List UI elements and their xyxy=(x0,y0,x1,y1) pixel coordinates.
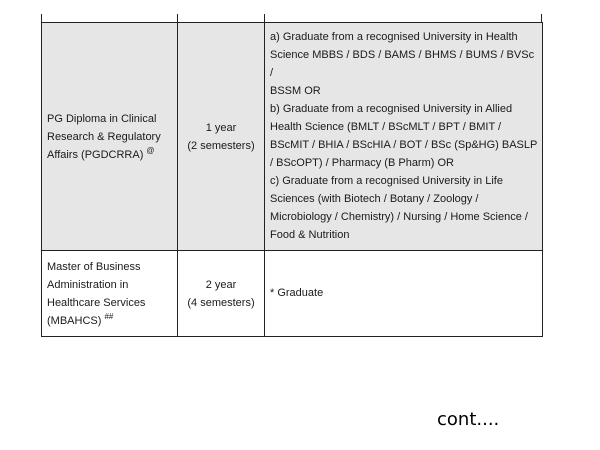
course-footnote-marker: @ xyxy=(146,145,155,155)
course-table xyxy=(41,22,543,337)
eligibility-line: Microbiology / Chemistry) / Nursing / Home Science / xyxy=(270,211,528,223)
continuation-note: cont.... xyxy=(437,409,500,430)
eligibility-line: BScMIT / BHIA / BScHIA / BOT / BSc (Sp&HG) BASLP xyxy=(270,139,538,151)
course-name-line xyxy=(47,146,173,164)
course-name-line: Master of Business xyxy=(47,260,141,273)
course-name-line: Administration in xyxy=(47,278,129,291)
eligibility-line: b) Graduate from a recognised University in Allied xyxy=(270,103,513,115)
duration-line: 1 year xyxy=(205,121,237,134)
duration-line: (4 semesters) xyxy=(187,296,255,309)
table-row xyxy=(42,23,543,251)
table-row xyxy=(42,251,543,337)
course-name-cell xyxy=(42,251,178,337)
course-name-cell xyxy=(42,23,178,251)
course-name-line: Healthcare Services xyxy=(47,296,146,309)
eligibility-line: Sciences (with Biotech / Botany / Zoology / xyxy=(270,193,479,205)
eligibility-line: * Graduate xyxy=(270,287,324,299)
eligibility-line: a) Graduate from a recognised University in Health xyxy=(270,31,518,43)
course-name-text: Affairs (PGDCRRA) xyxy=(47,148,147,161)
duration-cell xyxy=(178,23,265,251)
eligibility-line: / BScOPT) / Pharmacy (B Pharm) OR xyxy=(270,157,454,169)
course-name-line: Research & Regulatory xyxy=(47,130,161,143)
eligibility-cell xyxy=(265,251,543,337)
eligibility-line: Food & Nutrition xyxy=(270,229,350,241)
eligibility-line: Science MBBS / BDS / BAMS / BHMS / BUMS / BVSc / xyxy=(270,49,535,79)
eligibility-line: BSSM OR xyxy=(270,85,321,97)
eligibility-line: c) Graduate from a recognised University in Life xyxy=(270,175,503,187)
course-name-text: (MBAHCS) xyxy=(47,314,105,327)
duration-cell xyxy=(178,251,265,337)
eligibility-line: Health Science (BMLT / BScMLT / BPT / BMIT / xyxy=(270,121,502,133)
course-footnote-marker: ## xyxy=(104,311,114,321)
course-name-line: PG Diploma in Clinical xyxy=(47,112,157,125)
course-name-line xyxy=(47,312,173,330)
duration-line: (2 semesters) xyxy=(187,139,255,152)
duration-line: 2 year xyxy=(205,278,237,291)
eligibility-cell xyxy=(265,23,543,251)
